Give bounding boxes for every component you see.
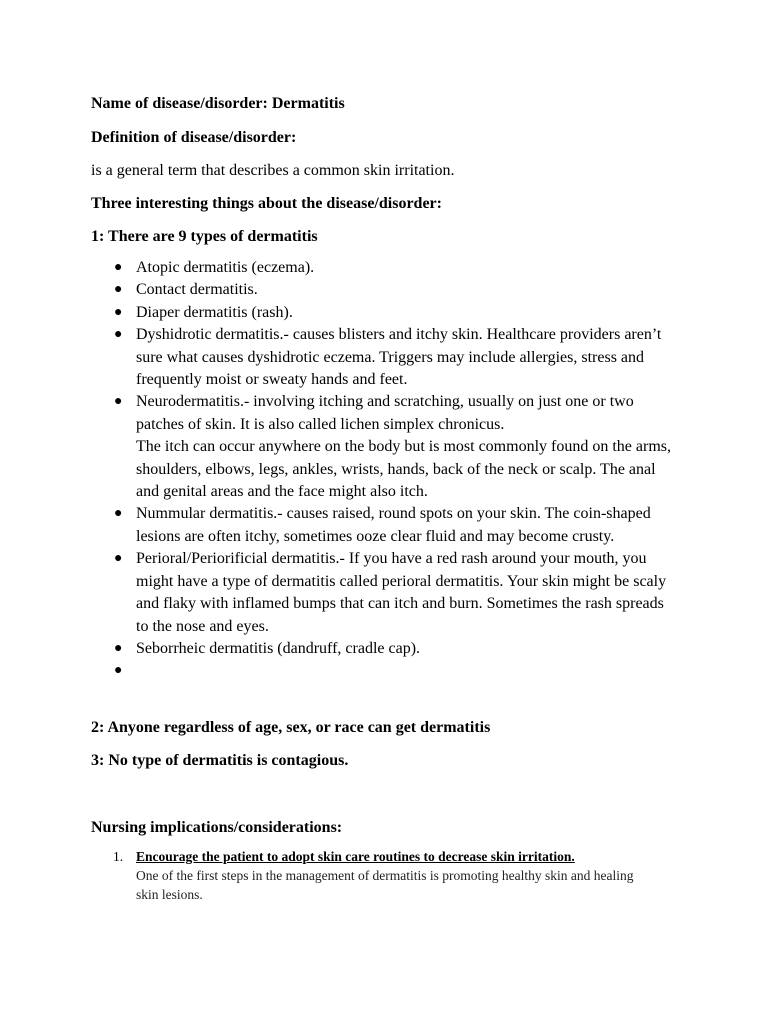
list-item: ● Neurodermatitis.- involving itching and scratching, usually on just one or two patches of skin. It is also called lichen simplex chronicus. The itch can occur anywhere on the body but is most commonly found on the arms, shoulders, elbows, legs, ankles, wrists, hands, back of the neck or scalp. The anal and genital areas and the face might also itch. — [0, 391, 676, 503]
disease-name-line: Name of disease/disorder: Dermatitis — [91, 95, 345, 112]
definition-heading: Definition of disease/disorder: — [91, 129, 297, 146]
list-item: ● Seborrheic dermatitis (dandruff, cradle cap). — [0, 638, 676, 660]
list-item: ● Contact dermatitis. — [0, 279, 676, 301]
list-item: ● Perioral/Periorificial dermatitis.- If you have a red rash around your mouth, you might have a type of dermatitis called perioral dermatitis. Your skin might be scaly and flaky with inflamed bumps that can itch and burn. Sometimes the rash spreads to the nose and eyes. — [114, 550, 667, 635]
list-item: ● Atopic dermatitis (eczema). — [0, 257, 676, 279]
bullet-icon: ● — [114, 282, 123, 298]
nursing-item-heading: Encourage the patient to adopt skin care routines to decrease skin irritation. — [136, 849, 575, 864]
bullet-icon: ● — [114, 260, 123, 275]
list-item: ● Nummular dermatitis.- causes raised, round spots on your skin. The coin-shaped lesions are often itchy, sometimes ooze clear fluid and may become crusty. — [114, 505, 651, 545]
bullet-icon: ● — [114, 506, 123, 522]
nursing-item-body: One of the first steps in the management of dermatitis is promoting healthy skin and healing skin lesions. — [136, 868, 634, 902]
bullet-icon: ● — [114, 327, 123, 343]
bullet-icon: ● — [114, 304, 123, 320]
point-2: 2: Anyone regardless of age, sex, or race can get dermatitis — [91, 719, 491, 736]
list-item-empty — [0, 660, 676, 682]
list-item: ● Diaper dermatitis (rash). — [0, 302, 676, 324]
nursing-heading: Nursing implications/considerations: — [91, 819, 343, 836]
definition-text: is a general term that describes a common skin irritation. — [91, 162, 455, 179]
interesting-heading: Three interesting things about the disease/disorder: — [91, 195, 442, 212]
list-item: ● Dyshidrotic dermatitis.- causes blisters and itchy skin. Healthcare providers aren’t sure what causes dyshidrotic eczema. Triggers may include allergies, stress and frequently moist or sweaty hands and feet. — [114, 326, 662, 389]
list-item-extra: The itch can occur anywhere on the body but is most commonly found on the arms, shoulders, elbows, legs, ankles, wrists, hands, back of the neck or scalp. The anal and genital areas and the face might also itch. — [136, 438, 671, 501]
bullet-icon: ● — [114, 551, 123, 567]
point-3: 3: No type of dermatitis is contagious. — [91, 752, 349, 769]
nursing-item-number: 1. — [113, 849, 124, 864]
bullet-icon: ● — [114, 394, 123, 410]
dermatitis-types-list — [0, 257, 768, 683]
bullet-icon: ● — [114, 640, 123, 656]
bullet-icon: ● — [114, 663, 123, 679]
point-1: 1: There are 9 types of dermatitis — [91, 228, 318, 245]
